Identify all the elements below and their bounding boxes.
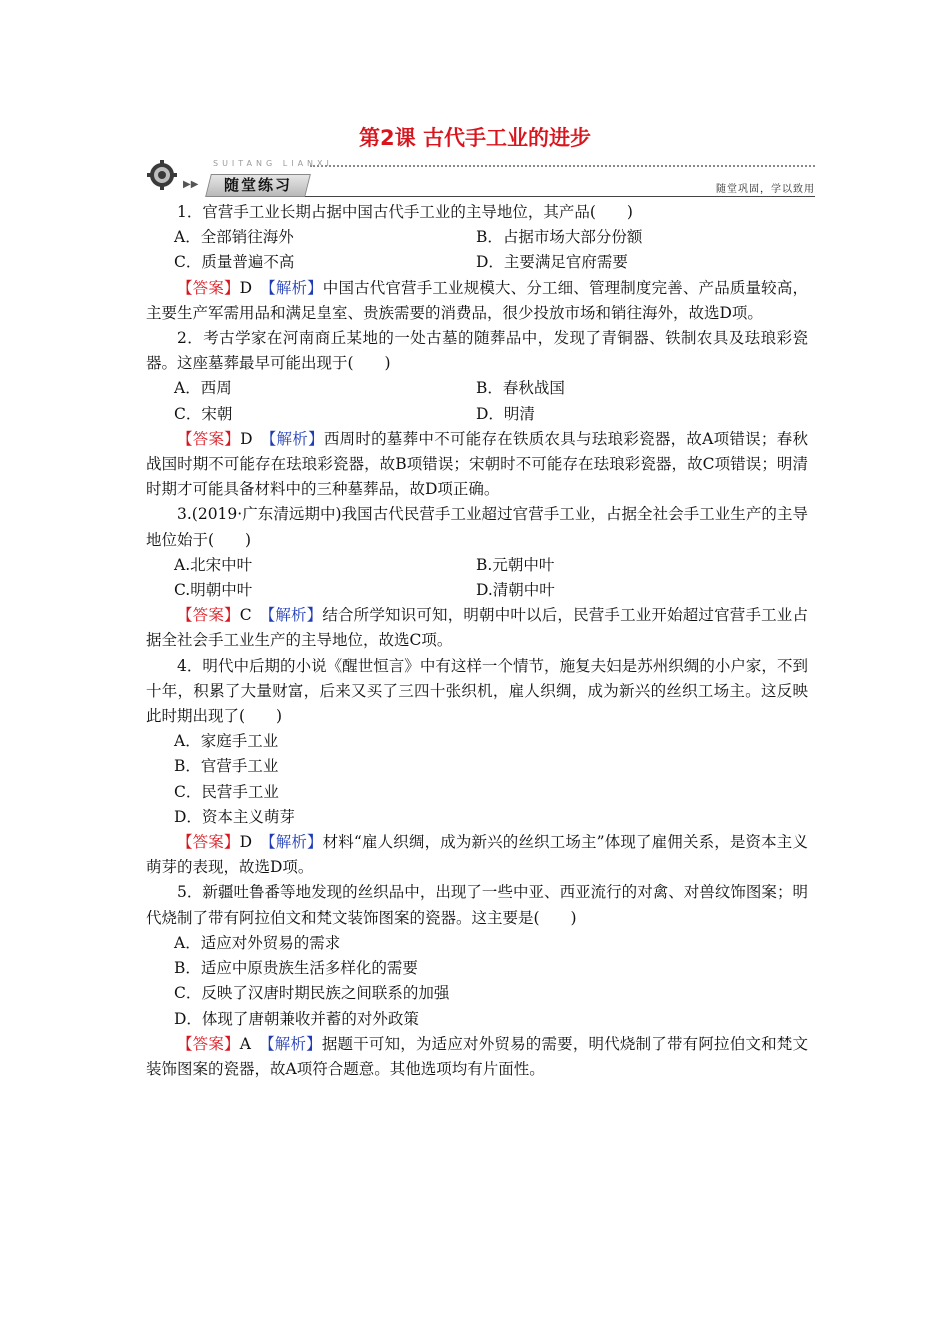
option-b: B．官营手工业	[174, 757, 279, 776]
answer-tag: 【答案】	[177, 1034, 240, 1053]
analysis-text: 材料“雇人织绸，成为新兴的丝织工场主”体现了雇佣关系，是资本主义萌芽的表现，故选D项。	[146, 833, 808, 877]
answer-letter: C	[239, 606, 252, 625]
option-b: B．适应中原贵族生活多样化的需要	[174, 959, 418, 978]
answer-tag: 【答案】	[177, 429, 241, 448]
option-a: A．全部销往海外	[174, 228, 294, 247]
option-c: C.明朝中叶	[174, 581, 253, 600]
answer-tag: 【答案】	[177, 833, 240, 852]
option-c: C．反映了汉唐时期民族之间联系的加强	[174, 984, 450, 1003]
option-a: A．西周	[174, 379, 232, 398]
options-row	[146, 553, 808, 578]
question-stem: 4．明代中后期的小说《醒世恒言》中有这样一个情节，施复夫妇是苏州织绸的小户家，不到十年，积累了大量财富，后来又买了三四十张织机，雇人织绸，成为新兴的丝织工场主。这反映此时期出现了( )	[146, 656, 808, 726]
arrows-icon: ▶▶	[183, 179, 199, 190]
options-row	[146, 250, 808, 275]
answer-tag: 【答案】	[177, 606, 240, 625]
analysis-tag: 【解析】	[267, 278, 323, 297]
section-banner	[145, 152, 815, 200]
option-d: D．主要满足官府需要	[476, 253, 628, 272]
options-row	[146, 225, 808, 250]
analysis-tag: 【解析】	[268, 429, 324, 448]
option-a: A．家庭手工业	[174, 732, 279, 751]
question-stem: 1．官营手工业长期占据中国古代手工业的主导地位，其产品( )	[177, 203, 633, 221]
option-c: C．质量普遍不高	[174, 253, 295, 272]
banner-dotted-line	[310, 165, 815, 167]
page-title: 第2课 古代手工业的进步	[359, 126, 591, 150]
banner-label: 随堂练习	[223, 176, 292, 194]
analysis-text: 结合所学知识可知，明朝中叶以后，民营手工业开始超过官营手工业占据全社会手工业生产的主导地位，故选C项。	[146, 606, 808, 650]
banner-slogan: 随堂巩固，学以致用	[716, 184, 815, 195]
answer-letter: D	[239, 833, 253, 852]
option-b: B.元朝中叶	[476, 555, 555, 574]
answer-letter: D	[240, 429, 253, 448]
options-row	[146, 402, 808, 427]
gear-icon	[147, 160, 177, 190]
answer-letter: D	[239, 278, 253, 297]
banner-label-box	[205, 174, 311, 197]
banner-rule	[305, 196, 815, 197]
option-d: D.清朝中叶	[476, 581, 555, 600]
answer-letter: A	[239, 1034, 251, 1053]
analysis-text: 据题干可知，为适应对外贸易的需要，明代烧制了带有阿拉伯文和梵文装饰图案的瓷器，故A项符合题意。其他选项均有片面性。	[146, 1034, 808, 1078]
answer-block	[146, 1032, 808, 1082]
answer-block	[146, 603, 808, 653]
options-row	[146, 578, 808, 603]
option-a: A．适应对外贸易的需求	[174, 933, 341, 952]
option-d: D．资本主义萌芽	[174, 807, 295, 826]
analysis-tag: 【解析】	[267, 606, 323, 625]
option-b: B．占据市场大部分份额	[476, 228, 643, 247]
option-c: C．宋朝	[174, 404, 233, 423]
analysis-text: 西周时的墓葬中不可能存在铁质农具与珐琅彩瓷器，故A项错误；春秋战国时期不可能存在珐琅彩瓷器，故B项错误；宋朝时不可能存在珐琅彩瓷器，故C项错误；明清时期才可能具备材料中的三种墓葬品，故D项正确。	[146, 429, 808, 499]
question-stem: 3.(2019·广东清远期中)我国古代民营手工业超过官营手工业，占据全社会手工业生产的主导地位始于( )	[146, 505, 808, 549]
option-c: C．民营手工业	[174, 782, 279, 801]
analysis-tag: 【解析】	[266, 1034, 322, 1053]
answer-block	[146, 276, 808, 326]
analysis-text: 中国古代官营手工业规模大、分工细、管理制度完善、产品质量较高，主要生产军需用品和满足皇室、贵族需要的消费品，很少投放市场和销往海外，故选D项。	[146, 278, 808, 322]
answer-block	[146, 830, 808, 880]
analysis-tag: 【解析】	[267, 833, 323, 852]
option-b: B．春秋战国	[476, 379, 565, 398]
question-list	[146, 200, 808, 1082]
question-stem: 2．考古学家在河南商丘某地的一处古墓的随葬品中，发现了青铜器、铁制农具及珐琅彩瓷器。这座墓葬最早可能出现于( )	[146, 329, 808, 373]
answer-block	[146, 427, 808, 503]
options-row	[146, 376, 808, 401]
option-d: D．明清	[476, 404, 535, 423]
option-d: D．体现了唐朝兼收并蓄的对外政策	[174, 1009, 419, 1028]
banner-pinyin: SUITANG LIANXI	[213, 159, 333, 168]
answer-tag: 【答案】	[177, 278, 240, 297]
option-a: A.北宋中叶	[174, 555, 253, 574]
question-stem: 5．新疆吐鲁番等地发现的丝织品中，出现了一些中亚、西亚流行的对禽、对兽纹饰图案；明代烧制了带有阿拉伯文和梵文装饰图案的瓷器。这主要是( )	[146, 883, 808, 927]
